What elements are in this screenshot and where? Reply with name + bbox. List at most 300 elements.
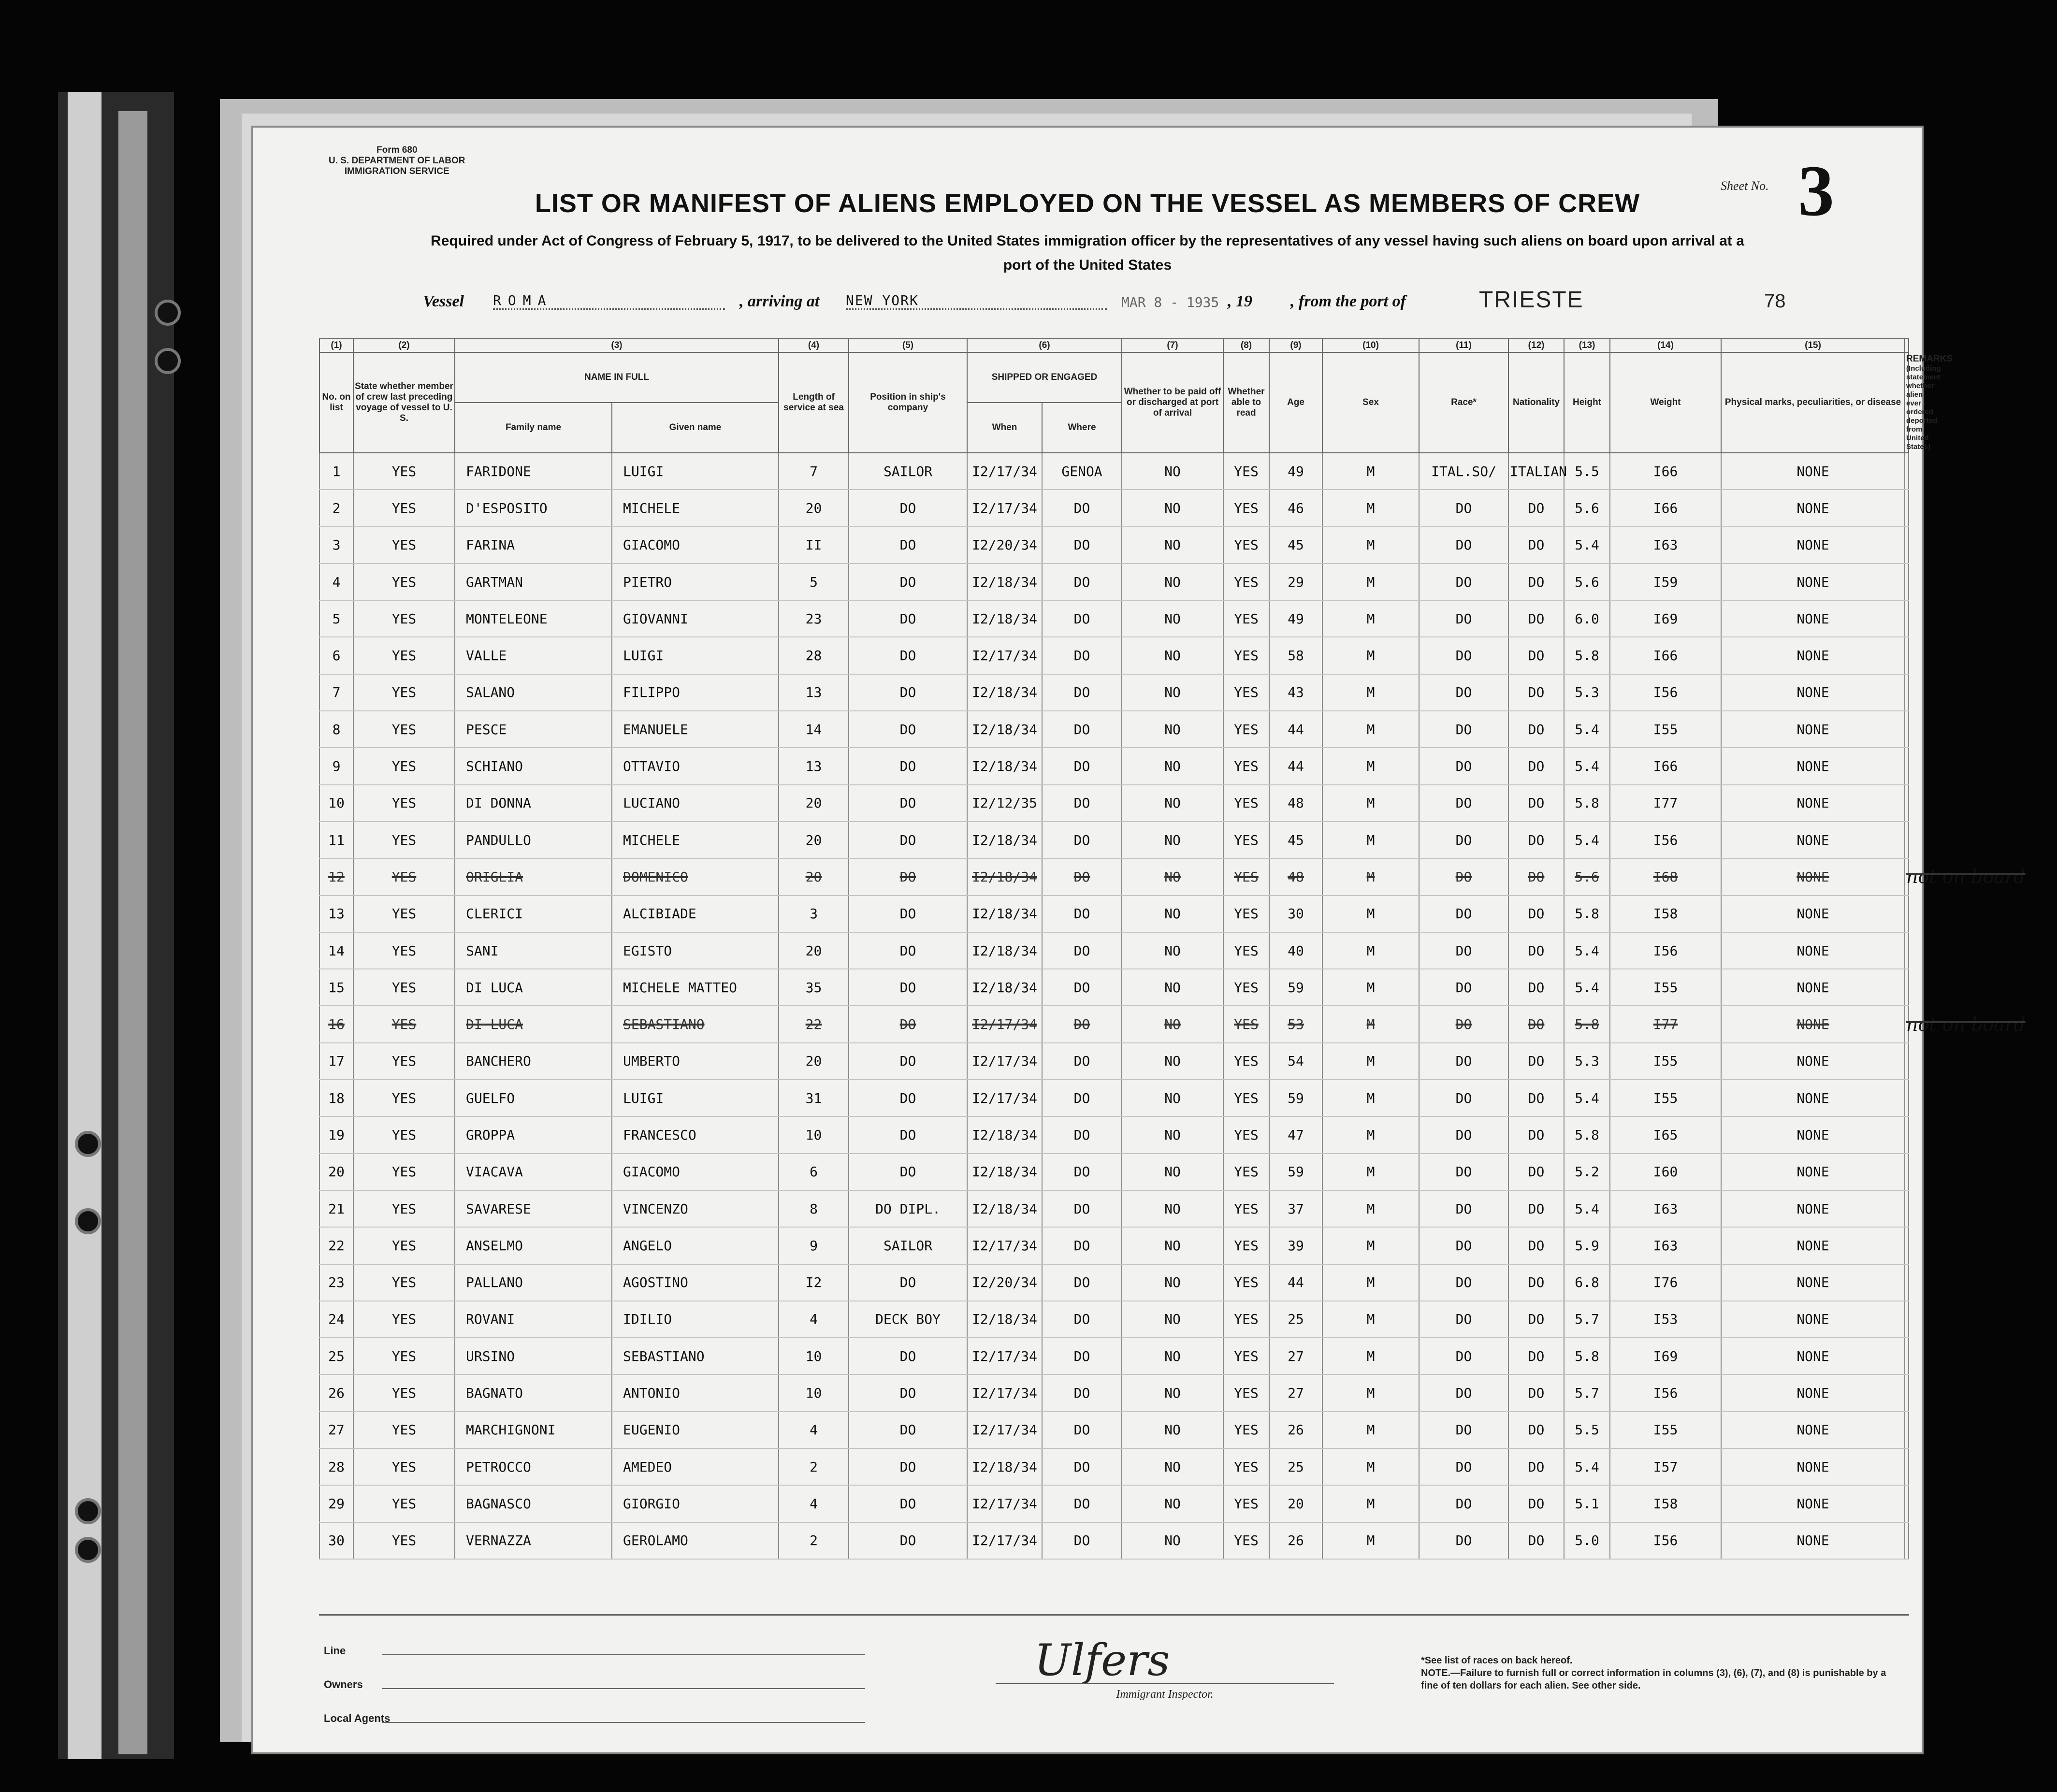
header-weight: Weight [1610, 352, 1721, 453]
table-row [319, 1227, 1909, 1264]
crew-table-body [319, 453, 2026, 1559]
height-cell: 5.4 [1564, 527, 1610, 564]
sex-cell: M [1322, 785, 1419, 822]
table-row [319, 1485, 1909, 1522]
col-num-4: (4) [779, 339, 849, 352]
height-cell: 5.4 [1564, 1448, 1610, 1485]
weight-cell: I55 [1610, 1412, 1721, 1448]
shipped-where-cell: DO [1042, 1190, 1122, 1227]
given-name-cell: LUCIANO [612, 785, 779, 822]
position-cell: DO [849, 527, 967, 564]
remarks-cell [1905, 711, 1909, 748]
height-cell: 5.8 [1564, 1006, 1610, 1042]
col-num-10: (10) [1322, 339, 1419, 352]
service-length-cell: I2 [779, 1264, 849, 1301]
able-to-read-cell: YES [1223, 527, 1269, 564]
height-cell: 5.5 [1564, 453, 1610, 490]
paid-off-cell: NO [1122, 527, 1223, 564]
race-cell: DO [1419, 600, 1508, 637]
table-row [319, 1043, 1909, 1080]
physical-marks-cell: NONE [1721, 1227, 1905, 1264]
race-cell: DO [1419, 932, 1508, 969]
race-cell: DO [1419, 1227, 1508, 1264]
col-num-13: (13) [1564, 339, 1610, 352]
shipped-when-cell: I2/12/35 [967, 785, 1042, 822]
position-cell: DO [849, 1485, 967, 1522]
family-name-cell: GROPPA [455, 1116, 612, 1153]
page-title: LIST OR MANIFEST OF ALIENS EMPLOYED ON THE VESSEL AS MEMBERS OF CREW [535, 189, 1640, 218]
sheet-number-label: Sheet No. [1721, 179, 1769, 193]
header-race: Race* [1419, 352, 1508, 453]
shipped-where-cell: DO [1042, 1006, 1122, 1042]
weight-cell: I59 [1610, 564, 1721, 600]
physical-marks-cell: NONE [1721, 896, 1905, 932]
service-length-cell: 13 [779, 748, 849, 784]
sex-cell: M [1322, 1522, 1419, 1559]
physical-marks-cell: NONE [1721, 453, 1905, 490]
paid-off-cell: NO [1122, 1116, 1223, 1153]
position-cell: DO [849, 1080, 967, 1116]
previous-voyage-cell: YES [353, 969, 455, 1006]
height-cell: 5.4 [1564, 822, 1610, 858]
given-name-cell: PIETRO [612, 564, 779, 600]
weight-cell: I63 [1610, 1190, 1721, 1227]
position-cell: DO [849, 1448, 967, 1485]
weight-cell: I77 [1610, 785, 1721, 822]
shipped-when-cell: I2/17/34 [967, 1227, 1042, 1264]
shipped-where-cell: DO [1042, 1264, 1122, 1301]
shipped-where-cell: DO [1042, 1338, 1122, 1374]
nationality-cell: DO [1508, 1116, 1564, 1153]
given-name-cell: LUIGI [612, 1080, 779, 1116]
paid-off-cell: NO [1122, 1485, 1223, 1522]
position-cell: DO [849, 1338, 967, 1374]
race-cell: DO [1419, 785, 1508, 822]
row-number-cell: 16 [319, 1006, 353, 1042]
sex-cell: M [1322, 564, 1419, 600]
col-num-3: (3) [455, 339, 779, 352]
family-name-cell: DI LUCA [455, 1006, 612, 1042]
able-to-read-cell: YES [1223, 490, 1269, 526]
previous-voyage-cell: YES [353, 1154, 455, 1190]
row-number-cell: 12 [319, 858, 353, 895]
age-cell: 43 [1269, 674, 1322, 711]
remarks-cell [1905, 1485, 1909, 1522]
previous-voyage-cell: YES [353, 1338, 455, 1374]
remarks-cell [1905, 527, 1909, 564]
able-to-read-cell: YES [1223, 932, 1269, 969]
position-cell: DO [849, 1264, 967, 1301]
weight-cell: I63 [1610, 1227, 1721, 1264]
able-to-read-cell: YES [1223, 637, 1269, 674]
col-num-6: (6) [967, 339, 1122, 352]
remarks-text: not on board [1906, 866, 2026, 888]
table-row [319, 674, 1909, 711]
row-number-cell: 23 [319, 1264, 353, 1301]
col-num-7: (7) [1122, 339, 1223, 352]
shipped-when-cell: I2/18/34 [967, 1190, 1042, 1227]
able-to-read-cell: YES [1223, 1006, 1269, 1042]
position-cell: DO [849, 822, 967, 858]
remarks-cell [1905, 1412, 1909, 1448]
previous-voyage-cell: YES [353, 1448, 455, 1485]
physical-marks-cell: NONE [1721, 1485, 1905, 1522]
sex-cell: M [1322, 1485, 1419, 1522]
paid-off-cell: NO [1122, 896, 1223, 932]
binder-strip-inner [118, 111, 147, 1754]
given-name-cell: FILIPPO [612, 674, 779, 711]
remarks-cell [1905, 490, 1909, 526]
family-name-cell: SALANO [455, 674, 612, 711]
table-row [319, 858, 1909, 895]
row-number-cell: 25 [319, 1338, 353, 1374]
shipped-where-cell: DO [1042, 969, 1122, 1006]
age-cell: 44 [1269, 1264, 1322, 1301]
given-name-cell: MICHELE MATTEO [612, 969, 779, 1006]
height-cell: 5.4 [1564, 711, 1610, 748]
race-cell: DO [1419, 896, 1508, 932]
family-name-cell: DI LUCA [455, 969, 612, 1006]
remarks-text: not on board [1906, 1013, 2026, 1035]
given-name-cell: ALCIBIADE [612, 896, 779, 932]
able-to-read-cell: YES [1223, 1264, 1269, 1301]
service-length-cell: 22 [779, 1006, 849, 1042]
row-number-cell: 9 [319, 748, 353, 784]
height-cell: 5.8 [1564, 637, 1610, 674]
nationality-cell: DO [1508, 637, 1564, 674]
sex-cell: M [1322, 674, 1419, 711]
race-cell: DO [1419, 1264, 1508, 1301]
height-cell: 5.4 [1564, 932, 1610, 969]
sex-cell: M [1322, 711, 1419, 748]
given-name-cell: SEBASTIANO [612, 1338, 779, 1374]
remarks-cell [1905, 748, 1909, 784]
row-number-cell: 15 [319, 969, 353, 1006]
position-cell: DO [849, 858, 967, 895]
sex-cell: M [1322, 490, 1419, 526]
previous-voyage-cell: YES [353, 674, 455, 711]
shipped-where-cell: DO [1042, 748, 1122, 784]
remarks-cell [1905, 1006, 2026, 1042]
shipped-where-cell: DO [1042, 1412, 1122, 1448]
height-cell: 5.1 [1564, 1485, 1610, 1522]
vessel-name: ROMA [493, 292, 725, 310]
family-name-cell: MONTELEONE [455, 600, 612, 637]
inspector-label: Immigrant Inspector. [1116, 1688, 1214, 1701]
age-cell: 49 [1269, 453, 1322, 490]
punch-hole [75, 1131, 101, 1157]
table-row [319, 637, 1909, 674]
shipped-when-cell: I2/17/34 [967, 1338, 1042, 1374]
race-cell: DO [1419, 1190, 1508, 1227]
position-cell: DO [849, 748, 967, 784]
able-to-read-cell: YES [1223, 1412, 1269, 1448]
col-num-15: (15) [1721, 339, 1905, 352]
physical-marks-cell: NONE [1721, 1522, 1905, 1559]
nationality-cell: DO [1508, 1043, 1564, 1080]
row-number-cell: 11 [319, 822, 353, 858]
given-name-cell: LUIGI [612, 453, 779, 490]
service-length-cell: 7 [779, 453, 849, 490]
shipped-when-cell: I2/20/34 [967, 1264, 1042, 1301]
nationality-cell: DO [1508, 527, 1564, 564]
row-number-cell: 4 [319, 564, 353, 600]
shipped-when-cell: I2/17/34 [967, 1522, 1042, 1559]
shipped-where-cell: DO [1042, 1374, 1122, 1411]
able-to-read-cell: YES [1223, 1485, 1269, 1522]
nationality-cell: DO [1508, 1522, 1564, 1559]
age-cell: 39 [1269, 1227, 1322, 1264]
paid-off-cell: NO [1122, 711, 1223, 748]
remarks-cell [1905, 674, 1909, 711]
header-position: Position in ship's company [849, 352, 967, 453]
position-cell: DO [849, 1116, 967, 1153]
position-cell: DO [849, 711, 967, 748]
nationality-cell: DO [1508, 748, 1564, 784]
nationality-cell: DO [1508, 822, 1564, 858]
physical-marks-cell: NONE [1721, 1080, 1905, 1116]
family-name-cell: CLERICI [455, 896, 612, 932]
physical-marks-cell: NONE [1721, 711, 1905, 748]
paid-off-cell: NO [1122, 748, 1223, 784]
physical-marks-cell: NONE [1721, 564, 1905, 600]
row-number-cell: 29 [319, 1485, 353, 1522]
given-name-cell: VINCENZO [612, 1190, 779, 1227]
paid-off-cell: NO [1122, 637, 1223, 674]
header-nationality: Nationality [1508, 352, 1564, 453]
service-length-cell: 20 [779, 932, 849, 969]
shipped-when-cell: I2/17/34 [967, 1080, 1042, 1116]
row-number-cell: 2 [319, 490, 353, 526]
race-cell: DO [1419, 527, 1508, 564]
height-cell: 5.9 [1564, 1227, 1610, 1264]
header-height: Height [1564, 352, 1610, 453]
punch-hole [155, 348, 181, 374]
paid-off-cell: NO [1122, 1264, 1223, 1301]
previous-voyage-cell: YES [353, 1116, 455, 1153]
weight-cell: I53 [1610, 1301, 1721, 1338]
physical-marks-cell: NONE [1721, 527, 1905, 564]
row-number-cell: 30 [319, 1522, 353, 1559]
nationality-cell: DO [1508, 1080, 1564, 1116]
arriving-label: , arriving at [739, 292, 820, 310]
owners-label: Owners [324, 1678, 363, 1691]
shipped-where-cell: DO [1042, 1485, 1122, 1522]
service-length-cell: 23 [779, 600, 849, 637]
weight-cell: I55 [1610, 1080, 1721, 1116]
nationality-cell: DO [1508, 1190, 1564, 1227]
able-to-read-cell: YES [1223, 1448, 1269, 1485]
shipped-where-cell: DO [1042, 674, 1122, 711]
shipped-where-cell: DO [1042, 527, 1122, 564]
sex-cell: M [1322, 1448, 1419, 1485]
previous-voyage-cell: YES [353, 1190, 455, 1227]
weight-cell: I56 [1610, 674, 1721, 711]
race-cell: DO [1419, 1301, 1508, 1338]
header-paid-off: Whether to be paid off or discharged at port of arrival [1122, 352, 1223, 453]
weight-cell: I69 [1610, 600, 1721, 637]
race-cell: DO [1419, 1374, 1508, 1411]
remarks-cell [1905, 453, 1909, 490]
table-row [319, 1116, 1909, 1153]
service-length-cell: 14 [779, 711, 849, 748]
height-cell: 5.4 [1564, 1190, 1610, 1227]
height-cell: 5.8 [1564, 1338, 1610, 1374]
remarks-cell [1905, 1522, 1909, 1559]
paid-off-cell: NO [1122, 969, 1223, 1006]
service-length-cell: 2 [779, 1448, 849, 1485]
shipped-when-cell: I2/18/34 [967, 674, 1042, 711]
year-label: , 19 [1228, 292, 1252, 310]
family-name-cell: ANSELMO [455, 1227, 612, 1264]
given-name-cell: GIACOMO [612, 527, 779, 564]
able-to-read-cell: YES [1223, 1374, 1269, 1411]
given-name-cell: EUGENIO [612, 1412, 779, 1448]
form-id [329, 145, 465, 177]
able-to-read-cell: YES [1223, 600, 1269, 637]
row-number-cell: 17 [319, 1043, 353, 1080]
paid-off-cell: NO [1122, 564, 1223, 600]
service-length-cell: 3 [779, 896, 849, 932]
service-length-cell: 20 [779, 490, 849, 526]
shipped-where-cell: DO [1042, 1227, 1122, 1264]
shipped-where-cell: GENOA [1042, 453, 1122, 490]
previous-voyage-cell: YES [353, 1006, 455, 1042]
col-num-5: (5) [849, 339, 967, 352]
previous-voyage-cell: YES [353, 527, 455, 564]
paid-off-cell: NO [1122, 1448, 1223, 1485]
race-cell: DO [1419, 637, 1508, 674]
given-name-cell: IDILIO [612, 1301, 779, 1338]
race-cell: DO [1419, 674, 1508, 711]
height-cell: 5.0 [1564, 1522, 1610, 1559]
height-cell: 5.4 [1564, 969, 1610, 1006]
table-row [319, 1412, 1909, 1448]
height-cell: 5.8 [1564, 1116, 1610, 1153]
position-cell: DO DIPL. [849, 1190, 967, 1227]
table-row [319, 1264, 1909, 1301]
header-sex: Sex [1322, 352, 1419, 453]
footer-note [1421, 1654, 1904, 1692]
able-to-read-cell: YES [1223, 1116, 1269, 1153]
table-row [319, 1448, 1909, 1485]
age-cell: 44 [1269, 748, 1322, 784]
able-to-read-cell: YES [1223, 785, 1269, 822]
sex-cell: M [1322, 748, 1419, 784]
shipped-when-cell: I2/18/34 [967, 858, 1042, 895]
shipped-where-cell: DO [1042, 1043, 1122, 1080]
able-to-read-cell: YES [1223, 1301, 1269, 1338]
remarks-cell [1905, 822, 1909, 858]
paid-off-cell: NO [1122, 1006, 1223, 1042]
position-cell: DO [849, 1412, 967, 1448]
service-length-cell: 10 [779, 1116, 849, 1153]
sex-cell: M [1322, 896, 1419, 932]
service-name: IMMIGRATION SERVICE [344, 166, 449, 176]
header-able-read: Whether able to read [1223, 352, 1269, 453]
row-number-cell: 5 [319, 600, 353, 637]
family-name-cell: BAGNASCO [455, 1485, 612, 1522]
paid-off-cell: NO [1122, 1080, 1223, 1116]
given-name-cell: ANGELO [612, 1227, 779, 1264]
paid-off-cell: NO [1122, 490, 1223, 526]
row-number-cell: 10 [319, 785, 353, 822]
header-when: When [967, 403, 1042, 453]
table-row [319, 453, 1909, 490]
service-length-cell: 4 [779, 1485, 849, 1522]
family-name-cell: PALLANO [455, 1264, 612, 1301]
remarks-cell [1905, 600, 1909, 637]
owners-underline [382, 1688, 865, 1689]
age-cell: 49 [1269, 600, 1322, 637]
remarks-cell [1905, 1227, 1909, 1264]
shipped-where-cell: DO [1042, 1154, 1122, 1190]
shipped-where-cell: DO [1042, 711, 1122, 748]
able-to-read-cell: YES [1223, 674, 1269, 711]
service-length-cell: 10 [779, 1338, 849, 1374]
able-to-read-cell: YES [1223, 858, 1269, 895]
weight-cell: I58 [1610, 1485, 1721, 1522]
age-cell: 45 [1269, 527, 1322, 564]
service-length-cell: 10 [779, 1374, 849, 1411]
physical-marks-cell: NONE [1721, 932, 1905, 969]
able-to-read-cell: YES [1223, 822, 1269, 858]
table-row [319, 490, 1909, 526]
nationality-cell: DO [1508, 1448, 1564, 1485]
given-name-cell: ANTONIO [612, 1374, 779, 1411]
header-age: Age [1269, 352, 1322, 453]
race-cell: DO [1419, 490, 1508, 526]
height-cell: 5.3 [1564, 674, 1610, 711]
race-cell: DO [1419, 711, 1508, 748]
from-label: , from the port of [1290, 292, 1406, 310]
remarks-cell [1905, 1043, 1909, 1080]
shipped-when-cell: I2/17/34 [967, 1043, 1042, 1080]
family-name-cell: SCHIANO [455, 748, 612, 784]
family-name-cell: VIACAVA [455, 1154, 612, 1190]
family-name-cell: VALLE [455, 637, 612, 674]
paid-off-cell: NO [1122, 600, 1223, 637]
remarks-cell [1905, 896, 1909, 932]
row-number-cell: 1 [319, 453, 353, 490]
nationality-cell: DO [1508, 490, 1564, 526]
age-cell: 27 [1269, 1374, 1322, 1411]
previous-voyage-cell: YES [353, 1485, 455, 1522]
remarks-cell [1905, 1301, 1909, 1338]
col-num-9: (9) [1269, 339, 1322, 352]
race-cell: ITAL.SO/ [1419, 453, 1508, 490]
able-to-read-cell: YES [1223, 969, 1269, 1006]
weight-cell: I68 [1610, 858, 1721, 895]
previous-voyage-cell: YES [353, 822, 455, 858]
shipped-where-cell: DO [1042, 932, 1122, 969]
header-length-service: Length of service at sea [779, 352, 849, 453]
nationality-cell: DO [1508, 1485, 1564, 1522]
physical-marks-cell: NONE [1721, 1448, 1905, 1485]
paid-off-cell: NO [1122, 1154, 1223, 1190]
nationality-cell: DO [1508, 711, 1564, 748]
age-cell: 59 [1269, 969, 1322, 1006]
previous-voyage-cell: YES [353, 490, 455, 526]
shipped-when-cell: I2/17/34 [967, 1006, 1042, 1042]
remarks-cell [1905, 1264, 1909, 1301]
height-cell: 5.8 [1564, 896, 1610, 932]
departure-port: TRIESTE [1479, 287, 1584, 313]
position-cell: DO [849, 674, 967, 711]
physical-marks-cell: NONE [1721, 1412, 1905, 1448]
table-row [319, 1374, 1909, 1411]
weight-cell: I56 [1610, 822, 1721, 858]
